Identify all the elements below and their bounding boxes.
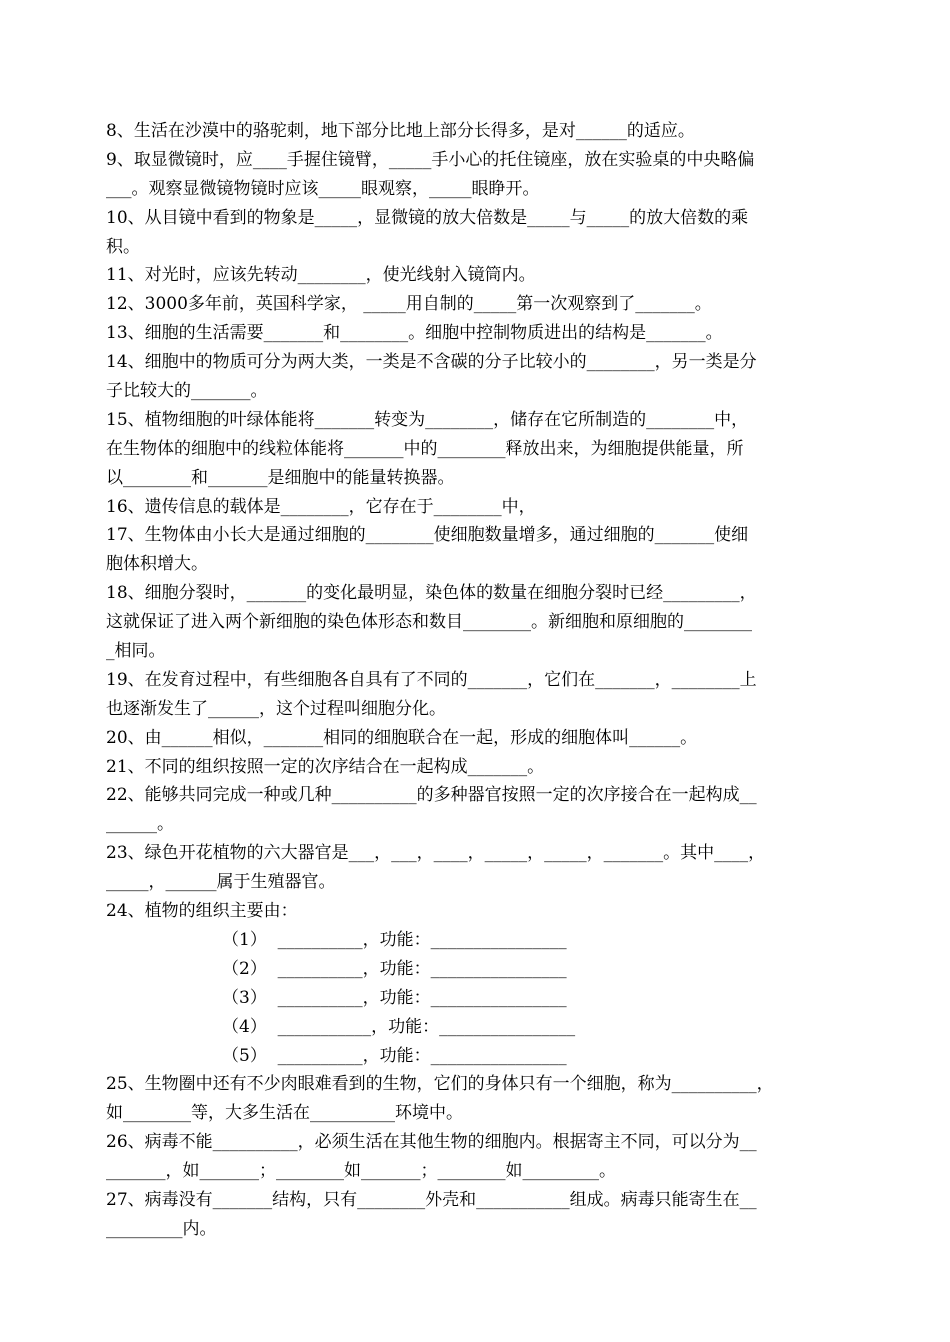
tissue-item-5: （5） __________，功能：________________ xyxy=(222,1045,567,1066)
tissue-item-2: （2） __________，功能：________________ xyxy=(222,958,567,979)
question-17-line-cont: 胞体积增大。 xyxy=(106,554,208,575)
question-8-line: 8、生活在沙漠中的骆驼刺，地下部分比地上部分长得多，是对______的适应。 xyxy=(106,121,695,141)
question-9-line: 9、取显微镜时，应____手握住镜臂，_____手小心的托住镜座，放在实验桌的中央略偏 xyxy=(106,149,755,170)
question-19-line-cont: 也逐渐发生了______，这个过程叫细胞分化。 xyxy=(106,698,446,719)
question-17-line: 17、生物体由小长大是通过细胞的________使细胞数量增多，通过细胞的_______使细 xyxy=(106,525,749,546)
question-18-line-cont: 这就保证了进入两个新细胞的染色体形态和数目________。新细胞和原细胞的________ xyxy=(106,612,752,633)
question-14-line: 14、细胞中的物质可分为两大类，一类是不含碳的分子比较小的________，另一类是分 xyxy=(106,352,757,373)
question-26-line-cont: _______，如_______；________如_______；________如_________。 xyxy=(106,1161,616,1182)
tissue-item-4: （4） ___________，功能：________________ xyxy=(222,1016,576,1037)
question-15-line: 15、植物细胞的叶绿体能将_______转变为________，储存在它所制造的________中， xyxy=(106,409,749,430)
question-18-line-cont2: _相同。 xyxy=(106,641,166,662)
question-19-line: 19、在发育过程中，有些细胞各自具有了不同的_______，它们在_______，________上 xyxy=(106,669,757,690)
worksheet-page xyxy=(106,117,850,1244)
tissue-item-3: （3） __________，功能：________________ xyxy=(222,987,567,1008)
question-10-line: 10、从目镜中看到的物象是_____，显微镜的放大倍数是_____与_____的放大倍数的乘 xyxy=(106,207,749,228)
question-15-line-cont2: 以________和_______是细胞中的能量转换器。 xyxy=(106,467,455,488)
question-22-line: 22、能够共同完成一种或几种__________的多种器官按照一定的次序接合在一起构成__ xyxy=(106,785,757,806)
question-24-line: 24、植物的组织主要由： xyxy=(106,901,298,922)
question-26-line: 26、病毒不能__________，必须生活在其他生物的细胞内。根据寄主不同，可以分为__ xyxy=(106,1132,757,1153)
question-15-line-cont: 在生物体的细胞中的线粒体能将_______中的________释放出来，为细胞提供能量，所 xyxy=(106,438,744,459)
question-18-line: 18、细胞分裂时，_______的变化最明显，染色体的数量在细胞分裂时已经_________， xyxy=(106,583,757,604)
question-14-line-cont: 子比较大的_______。 xyxy=(106,381,268,402)
question-23-line: 23、绿色开花植物的六大器官是___，___，____，_____，_____，_______。其中____， xyxy=(106,843,766,864)
question-12-line: 12、3000多年前，英国科学家， _____用自制的_____第一次观察到了_______。 xyxy=(106,294,712,315)
question-10-line-cont: 积。 xyxy=(106,236,140,257)
tissue-item-1: （1） __________，功能：________________ xyxy=(222,929,567,950)
question-13-line: 13、细胞的生活需要_______和________。细胞中控制物质进出的结构是_______。 xyxy=(106,323,723,344)
question-16-line: 16、遗传信息的载体是________，它存在于________中， xyxy=(106,496,536,517)
question-20-line: 20、由______相似，_______相同的细胞联合在一起，形成的细胞体叫______。 xyxy=(106,727,698,748)
question-25-line: 25、生物圈中还有不少肉眼难看到的生物，它们的身体只有一个细胞，称为__________， xyxy=(106,1074,774,1095)
question-23-line-cont: _____，______属于生殖器官。 xyxy=(106,872,336,893)
question-25-line-cont: 如________等，大多生活在__________环境中。 xyxy=(106,1103,463,1124)
question-27-line: 27、病毒没有_______结构，只有________外壳和___________组成。病毒只能寄生在__ xyxy=(106,1189,757,1210)
question-22-line-cont: ______。 xyxy=(106,814,174,835)
question-27-line-cont: _________内。 xyxy=(106,1218,217,1239)
question-21-line: 21、不同的组织按照一定的次序结合在一起构成_______。 xyxy=(106,756,545,777)
question-11-line: 11、对光时，应该先转动________，使光线射入镜筒内。 xyxy=(106,265,536,286)
question-9-line-cont: ___。观察显微镜物镜时应该_____眼观察，_____眼睁开。 xyxy=(106,178,540,199)
